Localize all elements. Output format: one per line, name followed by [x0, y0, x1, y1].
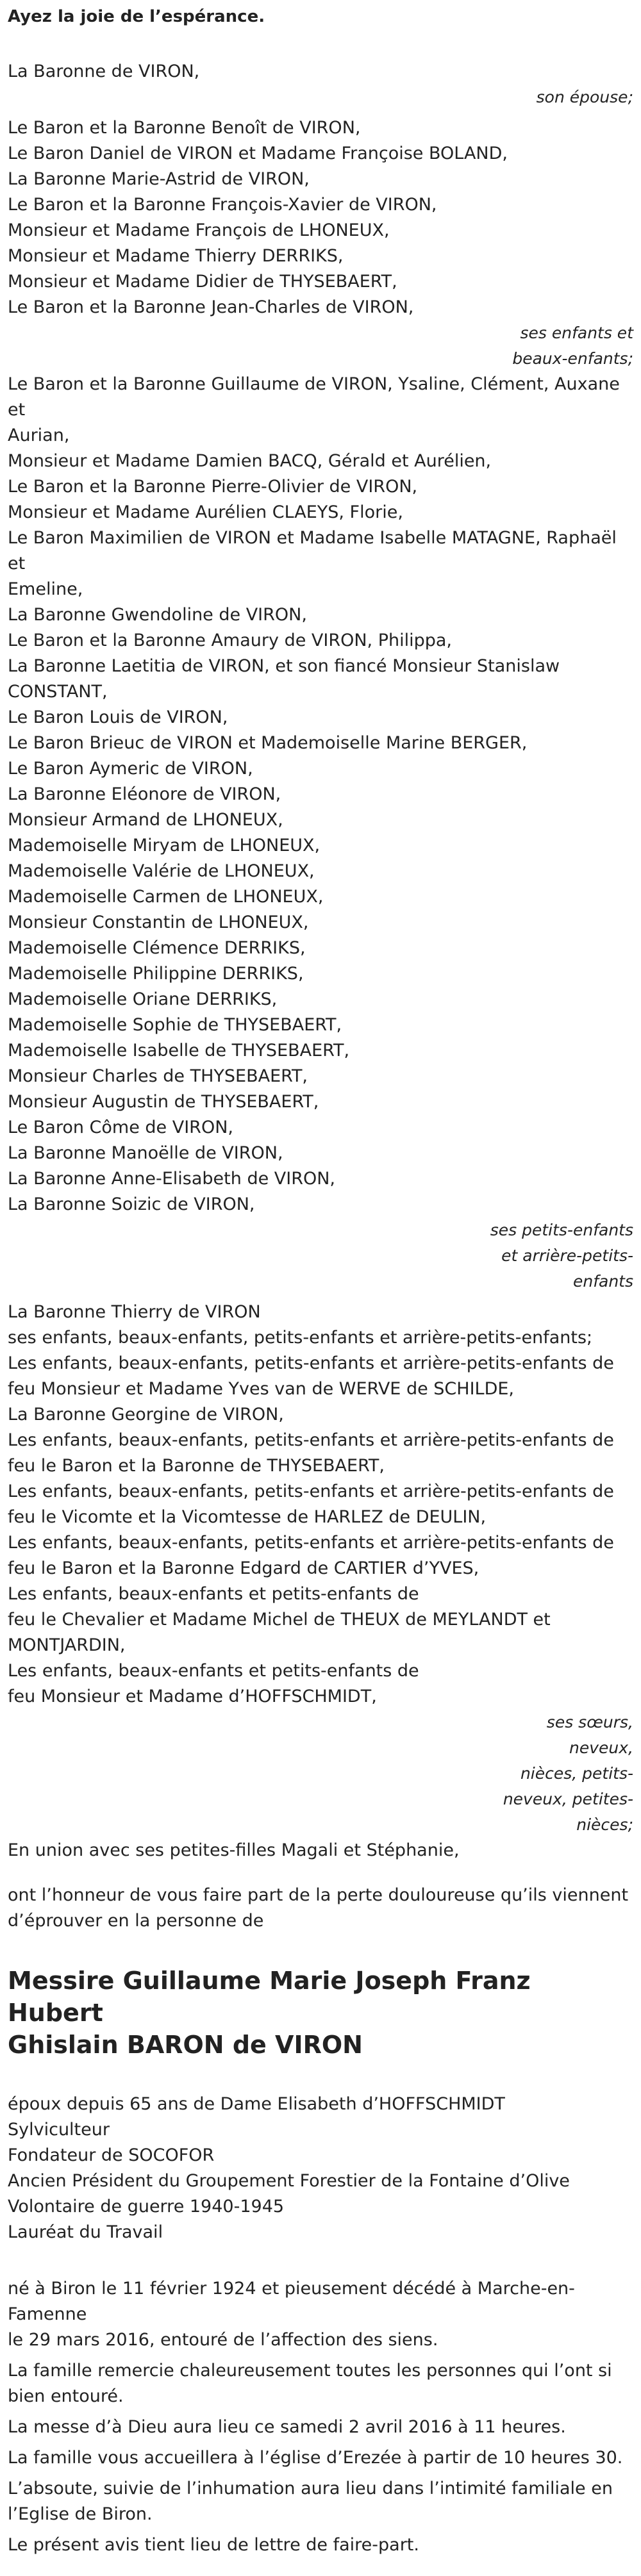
burial-info: [8, 2476, 633, 2527]
deceased-name-line: Messire Guillaume Marie Joseph Franz Hubert: [8, 1967, 531, 2027]
grandchildren-list: [8, 372, 633, 1218]
siblings-list-line: ses enfants, beaux-enfants, petits-enfants et arrière-petits-enfants;: [8, 1328, 593, 1348]
siblings-list-line: feu le Chevalier et Madame Michel de THEUX de MEYLANDT et: [8, 1610, 551, 1630]
spouse-label: son épouse;: [536, 88, 633, 106]
children-list-line: Monsieur et Madame Thierry DERRIKS,: [8, 246, 344, 266]
grandchildren-list-line: Le Baron et la Baronne Pierre-Olivier de VIRON,: [8, 477, 418, 497]
siblings-list-line: Les enfants, beaux-enfants, petits-enfants et arrière-petits-enfants de: [8, 1353, 614, 1373]
grandchildren-list-line: Monsieur et Madame Damien BACQ, Gérald et Aurélien,: [8, 451, 492, 471]
announcement: [8, 1883, 633, 1934]
siblings-list-line: Les enfants, beaux-enfants et petits-enfants de: [8, 1584, 419, 1604]
grandchildren-list-line: Mademoiselle Philippine DERRIKS,: [8, 964, 304, 984]
grandchildren-list-line: Emeline,: [8, 579, 83, 599]
siblings-list-line: feu le Baron et la Baronne de THYSEBAERT,: [8, 1456, 385, 1476]
siblings-label: [479, 1710, 633, 1838]
siblings-list-line: feu Monsieur et Madame Yves van de WERVE de SCHILDE,: [8, 1379, 515, 1399]
deceased-titles-line: Ancien Président du Groupement Forestier de la Fontaine d’Olive: [8, 2171, 570, 2191]
grandchildren-label-line: enfants: [572, 1272, 633, 1291]
children-label-line: ses enfants et: [520, 324, 633, 342]
siblings-list-line: Les enfants, beaux-enfants, petits-enfants et arrière-petits-enfants de: [8, 1482, 614, 1501]
grandchildren-list-line: Mademoiselle Valérie de LHONEUX,: [8, 861, 315, 881]
grandchildren-label: [479, 1218, 633, 1294]
grandchildren-list-line: Mademoiselle Carmen de LHONEUX,: [8, 887, 324, 907]
grandchildren-list-line: Monsieur Charles de THYSEBAERT,: [8, 1066, 308, 1086]
children-list-line: Le Baron et la Baronne Benoît de VIRON,: [8, 118, 361, 138]
children-section: [8, 115, 633, 372]
siblings-list-line: Les enfants, beaux-enfants et petits-enfants de: [8, 1661, 419, 1681]
siblings-section: [8, 1300, 633, 1838]
grandchildren-list-line: La Baronne Eléonore de VIRON,: [8, 784, 281, 804]
children-label-line: beaux-enfants;: [512, 349, 633, 368]
deceased-titles-line: époux depuis 65 ans de Dame Elisabeth d’HOFFSCHMIDT: [8, 2094, 505, 2114]
grandchildren-label-line: ses petits-enfants: [490, 1221, 633, 1239]
children-list-line: Monsieur et Madame Didier de THYSEBAERT,: [8, 272, 397, 292]
burial-info-line: l’Eglise de Biron.: [8, 2504, 153, 2524]
siblings-list-line: feu le Vicomte et la Vicomtesse de HARLEZ de DEULIN,: [8, 1507, 487, 1527]
siblings-list-line: feu Monsieur et Madame d’HOFFSCHMIDT,: [8, 1687, 377, 1706]
deceased-name: [8, 1965, 633, 2061]
announcement-line: ont l’honneur de vous faire part de la perte douloureuse qu’ils viennent: [8, 1885, 629, 1905]
birth-death-line: né à Biron le 11 février 1924 et pieusement décédé à Marche-en-Famenne: [8, 2279, 575, 2324]
children-list-line: Le Baron et la Baronne Jean-Charles de VIRON,: [8, 297, 414, 317]
grandchildren-list-line: Aurian,: [8, 425, 70, 445]
spouse-line: La Baronne de VIRON,: [8, 62, 200, 81]
grandchildren-list-line: La Baronne Anne-Elisabeth de VIRON,: [8, 1169, 335, 1189]
grandchildren-list-line: Monsieur et Madame Aurélien CLAEYS, Florie,: [8, 502, 403, 522]
grandchildren-list-line: Le Baron Aymeric de VIRON,: [8, 759, 253, 779]
closing-line: Le présent avis tient lieu de lettre de faire-part.: [8, 2535, 419, 2555]
thanks-line: La famille remercie chaleureusement toutes les personnes qui l’ont si: [8, 2361, 612, 2381]
grandchildren-list-line: La Baronne Gwendoline de VIRON,: [8, 605, 307, 625]
grandchildren-list-line: Monsieur Augustin de THYSEBAERT,: [8, 1092, 319, 1112]
spouse-section: [8, 59, 633, 110]
grandchildren-list-line: CONSTANT,: [8, 682, 108, 702]
mass-info: La messe d’à Dieu aura lieu ce samedi 2 avril 2016 à 11 heures.: [8, 2417, 566, 2437]
grandchildren-section: [8, 372, 633, 1294]
children-list-line: Le Baron Daniel de VIRON et Madame Françoise BOLAND,: [8, 144, 508, 163]
siblings-label-line: neveux, petites-: [503, 1790, 633, 1808]
siblings-label-line: nièces;: [576, 1815, 633, 1834]
deceased-titles: [8, 2092, 633, 2245]
grandchildren-list-line: Mademoiselle Miryam de LHONEUX,: [8, 836, 320, 855]
deceased-titles-line: Volontaire de guerre 1940-1945: [8, 2197, 285, 2217]
grandchildren-list-line: Mademoiselle Oriane DERRIKS,: [8, 989, 278, 1009]
siblings-label-line: ses sœurs, neveux,: [546, 1713, 633, 1757]
grandchildren-list-line: Le Baron et la Baronne Amaury de VIRON, Philippa,: [8, 631, 453, 650]
grandchildren-list-line: Mademoiselle Clémence DERRIKS,: [8, 938, 306, 958]
grandchildren-list-line: La Baronne Manoëlle de VIRON,: [8, 1143, 283, 1163]
grandchildren-list-line: Monsieur Armand de LHONEUX,: [8, 810, 283, 830]
children-list-line: La Baronne Marie-Astrid de VIRON,: [8, 169, 310, 189]
grandchildren-list-line: Le Baron Brieuc de VIRON et Mademoiselle Marine BERGER,: [8, 733, 528, 753]
deceased-titles-line: Fondateur de SOCOFOR: [8, 2145, 215, 2165]
deceased-titles-line: Sylviculteur: [8, 2120, 110, 2140]
grandchildren-list-line: Le Baron Côme de VIRON,: [8, 1118, 233, 1137]
motto: Ayez la joie de l’espérance.: [8, 7, 265, 26]
birth-death-line: le 29 mars 2016, entouré de l’affection des siens.: [8, 2330, 438, 2350]
thanks-line: bien entouré.: [8, 2386, 124, 2406]
birth-death: [8, 2276, 633, 2353]
siblings-label-line: nièces, petits-: [520, 1764, 633, 1783]
siblings-list: [8, 1300, 633, 1710]
children-label: [479, 320, 633, 372]
grandchildren-list-line: Le Baron Louis de VIRON,: [8, 707, 228, 727]
grandchildren-list-line: Mademoiselle Sophie de THYSEBAERT,: [8, 1015, 342, 1035]
siblings-list-line: La Baronne Thierry de VIRON: [8, 1302, 261, 1322]
children-list-line: Monsieur et Madame François de LHONEUX,: [8, 220, 390, 240]
siblings-list-line: Les enfants, beaux-enfants, petits-enfants et arrière-petits-enfants de: [8, 1533, 614, 1553]
children-list: [8, 115, 633, 320]
thanks: [8, 2358, 633, 2409]
children-list-line: Le Baron et la Baronne François-Xavier de VIRON,: [8, 195, 437, 215]
grandchildren-list-line: Le Baron et la Baronne Guillaume de VIRON, Ysaline, Clément, Auxane et: [8, 374, 620, 420]
grandchildren-list-line: La Baronne Soizic de VIRON,: [8, 1194, 255, 1214]
deceased-name-line: Ghislain BARON de VIRON: [8, 2031, 363, 2059]
grandchildren-list-line: Mademoiselle Isabelle de THYSEBAERT,: [8, 1041, 350, 1061]
siblings-list-line: La Baronne Georgine de VIRON,: [8, 1405, 284, 1424]
grandchildren-label-line: et arrière-petits-: [501, 1246, 633, 1265]
grandchildren-list-line: Le Baron Maximilien de VIRON et Madame Isabelle MATAGNE, Raphaël et: [8, 528, 617, 574]
deceased-titles-line: Lauréat du Travail: [8, 2222, 163, 2242]
burial-info-line: L’absoute, suivie de l’inhumation aura lieu dans l’intimité familiale en: [8, 2479, 613, 2498]
announcement-line: d’éprouver en la personne de: [8, 1911, 264, 1931]
siblings-list-line: MONTJARDIN,: [8, 1635, 126, 1655]
grandchildren-list-line: Monsieur Constantin de LHONEUX,: [8, 912, 309, 932]
grandchildren-list-line: La Baronne Laetitia de VIRON, et son fiancé Monsieur Stanislaw: [8, 656, 560, 676]
siblings-list-line: feu le Baron et la Baronne Edgard de CARTIER d’YVES,: [8, 1558, 479, 1578]
welcome-info: La famille vous accueillera à l’église d’Erezée à partir de 10 heures 30.: [8, 2448, 623, 2468]
union-line: En union avec ses petites-filles Magali et Stéphanie,: [8, 1840, 460, 1860]
siblings-list-line: Les enfants, beaux-enfants, petits-enfants et arrière-petits-enfants de: [8, 1430, 614, 1450]
